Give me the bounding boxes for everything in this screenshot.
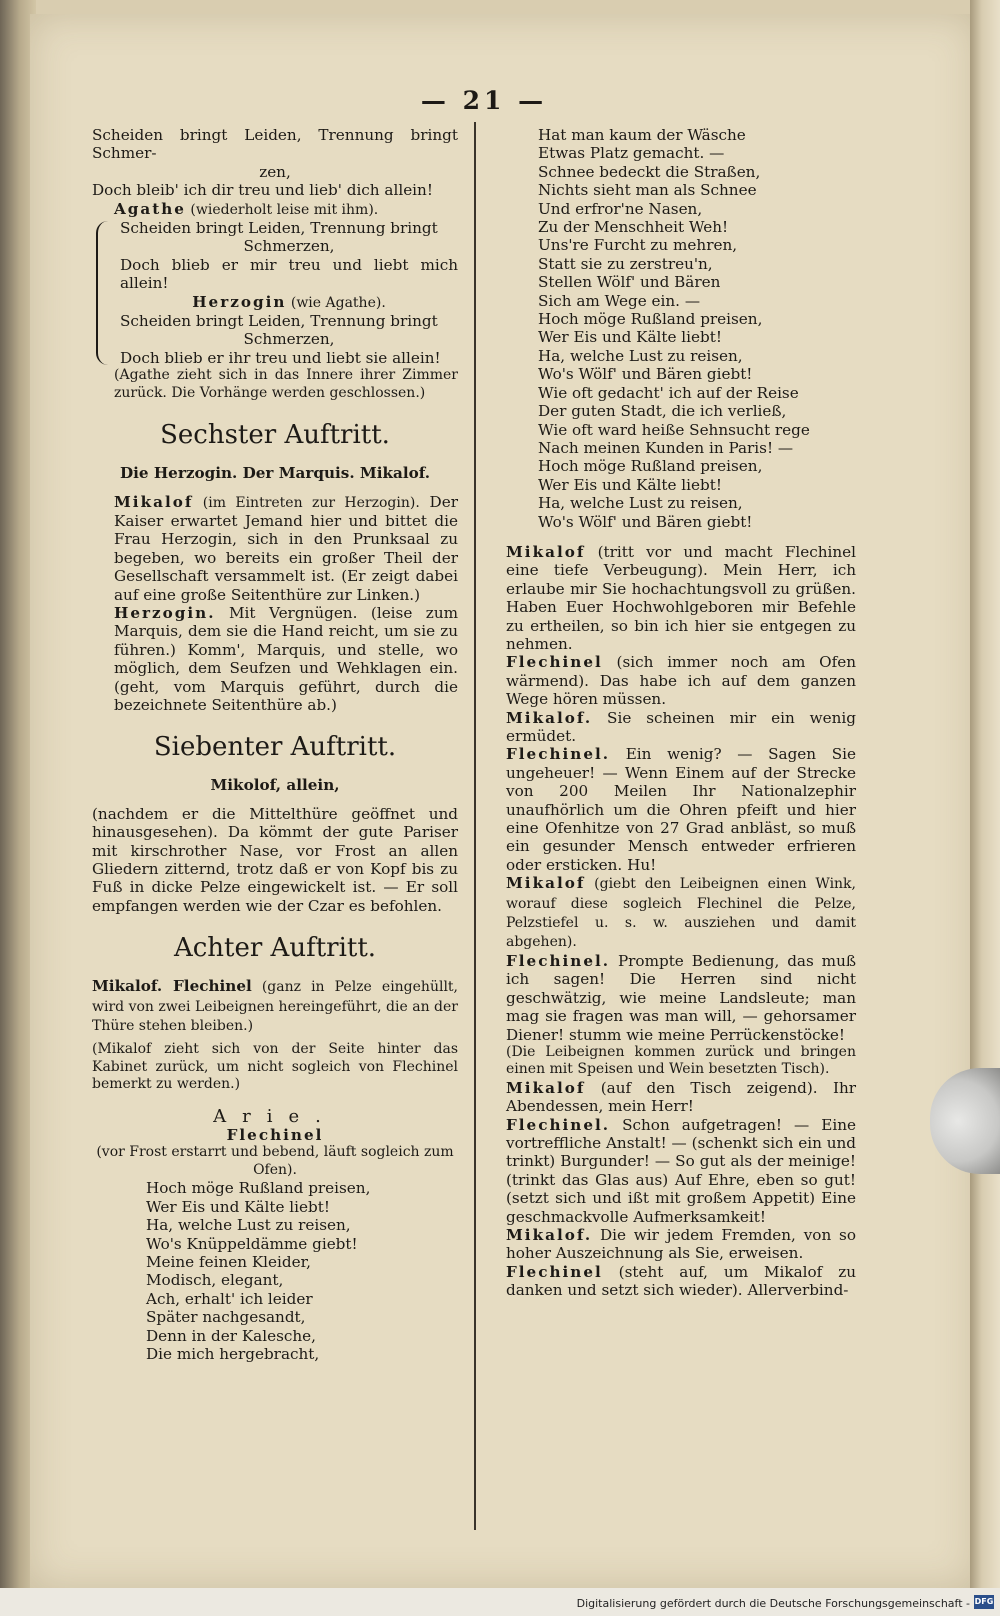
dialogue-text: Der Kaiser erwartet Jemand hier und bittet die Frau Herzogin, sich in den Prunksaal zu begeben, wo bereits ein großer Theil der Gesellschaft versammelt ist. (Er zeigt dabei auf eine große Seitenthüre zur Linken.) <box>114 492 458 604</box>
stage-direction: (giebt den Leibeignen einen Wink, worauf diese sogleich Flechinel die Pelze, Pelzstiefel u. s. w. ausziehen und damit abgehen). <box>506 876 856 951</box>
dialogue <box>484 1116 856 1226</box>
dialogue-text: Die wir jedem Fremden, von so hoher Auszeichnung als Sie, erweisen. <box>506 1225 856 1263</box>
dialogue <box>484 1079 856 1116</box>
brace <box>96 221 112 365</box>
verse-line: Wer Eis und Kälte liebt! <box>538 328 722 347</box>
dialogue <box>92 604 458 714</box>
verse-line: Denn in der Kalesche, <box>146 1326 316 1345</box>
verse-line: Ha, welche Lust zu reisen, <box>538 494 743 513</box>
scene-heading: Siebenter Auftritt. <box>153 732 397 763</box>
dialogue <box>92 493 458 604</box>
speaker-name: Flechinel. <box>506 745 611 764</box>
scene-heading: Achter Auftritt. <box>173 933 377 964</box>
left-column <box>92 126 458 1363</box>
duet-block <box>92 219 458 367</box>
dialogue-text: (sich immer noch am Ofen wärmend). Das habe ich auf dem ganzen Wege hören müssen. <box>506 653 856 709</box>
speaker-line <box>92 200 458 219</box>
dialogue <box>484 709 856 746</box>
speaker-name: Mikalof <box>506 874 586 893</box>
verse-line: Die mich hergebracht, <box>146 1344 320 1363</box>
verse-line: Und erfror'ne Nasen, <box>538 199 703 218</box>
right-column <box>484 126 856 1300</box>
verse-line: Scheiden bringt Leiden, Trennung bringt <box>120 312 438 331</box>
verse-line: Wo's Wölf' und Bären giebt! <box>538 512 753 531</box>
verse-block <box>92 1179 458 1363</box>
scene-heading: Sechster Auftritt. <box>160 420 390 451</box>
speaker-name: Mikalof <box>506 1078 586 1097</box>
column-divider <box>474 122 476 1530</box>
speaker-name: Mikalof <box>114 492 194 511</box>
scene-cast: Mikolof, allein, <box>210 776 340 795</box>
verse-line: zen, <box>259 162 291 181</box>
dialogue <box>484 952 856 1044</box>
scene-cast: Die Herzogin. Der Marquis. Mikalof. <box>119 464 431 483</box>
verse-line: Nach meinen Kunden in Paris! — <box>538 438 794 457</box>
stage-direction: (wie Agathe). <box>286 294 386 311</box>
verse-line: Ha, welche Lust zu reisen, <box>146 1216 351 1235</box>
verse-block <box>484 126 856 531</box>
stage-direction: (nachdem er die Mittelthüre geöffnet und hinausgesehen). Da kömmt der gute Pariser mit kirschrother Nase, vor Frost an allen Gliedern zitternd, trotz daß er von Kopf bis zu Fuß in dicke Pelze eingewickelt ist. — Er soll empfangen werden wie der Czar es befohlen. <box>92 804 458 915</box>
verse-line: Wie oft gedacht' ich auf der Reise <box>538 383 799 402</box>
verse-line: Stellen Wölf' und Bären <box>538 273 721 292</box>
speaker-line <box>120 293 458 312</box>
verse-line: Schmerzen, <box>243 330 335 349</box>
verse-line: Scheiden bringt Leiden, Trennung bringt <box>120 219 438 238</box>
verse-line: Ha, welche Lust zu reisen, <box>538 346 743 365</box>
dialogue-text: (steht auf, um Mikalof zu danken und setzt sich wieder). Allerverbind- <box>506 1262 856 1300</box>
verse-line: Scheiden bringt Leiden, Trennung bringt Schmer- <box>92 126 458 163</box>
verse-line: Schmerzen, <box>243 237 335 256</box>
verse-line: Doch blieb er mir treu und liebt mich allein! <box>120 255 458 293</box>
verse-line: Statt sie zu zerstreu'n, <box>538 254 713 273</box>
verse-line: Hoch möge Rußland preisen, <box>538 457 763 476</box>
dialogue-text: Prompte Bedienung, das muß ich sagen! Die Herren sind nicht geschwätzig, wie meine Landsleute; man mag sie fragen was man will, — gehorsamer Diener! stumm wie meine Perrückenstöcke! <box>506 951 856 1044</box>
verse-line: Wo's Wölf' und Bären giebt! <box>538 365 753 384</box>
scene-cast <box>92 977 458 1035</box>
stage-direction: (wiederholt leise mit ihm). <box>185 201 379 218</box>
stage-direction: (Agathe zieht sich in das Innere ihrer Zimmer zurück. Die Vorhänge werden geschlossen.) <box>114 367 458 401</box>
dialogue <box>484 745 856 874</box>
speaker-name: Flechinel <box>506 653 603 672</box>
stage-direction: (im Eintreten zur Herzogin). <box>193 494 420 511</box>
verse-line: Sich am Wege ein. — <box>538 291 701 310</box>
verse-line: Doch blieb er ihr treu und liebt sie allein! <box>120 348 441 367</box>
verse-line: Wie oft ward heiße Sehnsucht rege <box>538 420 810 439</box>
dialogue <box>484 1263 856 1300</box>
verse-line: Nichts sieht man als Schnee <box>538 181 757 200</box>
verse-line: Hoch möge Rußland preisen, <box>146 1179 371 1198</box>
dialogue-text: Sie scheinen mir ein wenig ermüdet. <box>506 708 856 745</box>
dialogue-text: (auf den Tisch zeigend). Ihr Abendessen, mein Herr! <box>506 1078 856 1116</box>
page-number: — 21 — <box>420 86 548 115</box>
dfg-logo: DFG <box>974 1595 994 1609</box>
aria-heading: Arie. <box>213 1105 337 1127</box>
dialogue-text: (tritt vor und macht Flechinel eine tiefe Verbeugung). Mein Herr, ich erlaube mir Sie hochachtungsvoll zu grüßen. Haben Euer Hochwohlgeboren mir Befehle zu ertheilen, so bin ich hier sie entgegen zu nehmen. <box>506 542 856 653</box>
speaker-name: Flechinel. <box>506 951 611 970</box>
dialogue <box>484 653 856 708</box>
verse-line: Modisch, elegant, <box>146 1271 284 1290</box>
dialogue <box>484 874 856 952</box>
verse-line: Wer Eis und Kälte liebt! <box>146 1197 330 1216</box>
verse-line: Meine feinen Kleider, <box>146 1252 312 1271</box>
verse-line: Etwas Platz gemacht. — <box>538 144 725 163</box>
speaker-name: Agathe <box>114 199 186 218</box>
verse-line: Schnee bedeckt die Straßen, <box>538 162 761 181</box>
verse-line: Zu der Menschheit Weh! <box>538 218 729 237</box>
cast-names: Mikalof. Flechinel <box>92 977 252 996</box>
speaker-name: Mikalof. <box>506 1225 593 1244</box>
verse-line: Uns're Furcht zu mehren, <box>538 236 738 255</box>
verse-line: Ach, erhalt' ich leider <box>146 1289 313 1308</box>
stage-direction: (Mikalof zieht sich von der Seite hinter das Kabinet zurück, um nicht sogleich von Flechinel bemerkt zu werden.) <box>92 1041 458 1093</box>
speaker-name: Flechinel <box>226 1126 324 1145</box>
speaker-name: Herzogin. <box>114 603 216 622</box>
dialogue-text: Schon aufgetragen! — Eine vortreffliche Anstalt! — (schenkt sich ein und trinkt) Burgunder! — So gut als der meinige! (trinkt das Glas aus) Auf Ehre, eben so gut! (setzt sich und ißt mit großem Appetit) Eine geschmackvolle Aufmerksamkeit! <box>506 1115 856 1226</box>
speaker-name: Mikalof. <box>506 708 593 727</box>
verse-line: Wer Eis und Kälte liebt! <box>538 475 722 494</box>
speaker-name: Flechinel. <box>506 1115 611 1134</box>
stage-direction: (ganz in Pelze eingehüllt, wird von zwei Leibeignen hereingeführt, die an der Thüre stehen bleiben.) <box>92 979 458 1035</box>
speaker-name: Mikalof <box>506 542 586 561</box>
digitization-credit: Digitalisierung gefördert durch die Deutsche Forschungsgemeinschaft - <box>576 1597 970 1610</box>
dialogue <box>484 543 856 653</box>
stage-direction: (vor Frost erstarrt und bebend, läuft sogleich zum Ofen). <box>96 1144 454 1178</box>
dialogue-text: Ein wenig? — Sagen Sie ungeheuer! — Wenn Einem auf der Strecke von 200 Meilen Ihr Nationalzephir unaufhörlich um die Ohren pfeift und hier eine Ofenhitze von 27 Grad anbläst, so muß ein gesunder Mensch entweder erfrieren oder ersticken. Hu! <box>506 745 856 874</box>
verse-line: Hat man kaum der Wäsche <box>538 126 746 144</box>
verse-line: Doch bleib' ich dir treu und lieb' dich allein! <box>92 181 433 200</box>
page-edge-right <box>970 0 1000 1616</box>
speaker-name: Herzogin <box>192 292 287 311</box>
dialogue-text: Mit Vergnügen. (leise zum Marquis, dem sie die Hand reicht, um sie zu führen.) Komm', Marquis, und stelle, wo möglich, dem Seufzen und Wehklagen ein. (geht, vom Marquis geführt, durch die bezeichnete Seitenthüre ab.) <box>114 603 458 714</box>
verse-line: Hoch möge Rußland preisen, <box>538 310 763 329</box>
verse-line: Wo's Knüppeldämme giebt! <box>146 1234 358 1253</box>
verse-line: Später nachgesandt, <box>146 1308 306 1327</box>
dialogue <box>484 1226 856 1263</box>
speaker-name: Flechinel <box>506 1262 603 1281</box>
verse-line: Der guten Stadt, die ich verließ, <box>538 402 787 421</box>
stage-direction: (Die Leibeignen kommen zurück und bringen einen mit Speisen und Wein besetzten Tisch). <box>506 1043 856 1078</box>
